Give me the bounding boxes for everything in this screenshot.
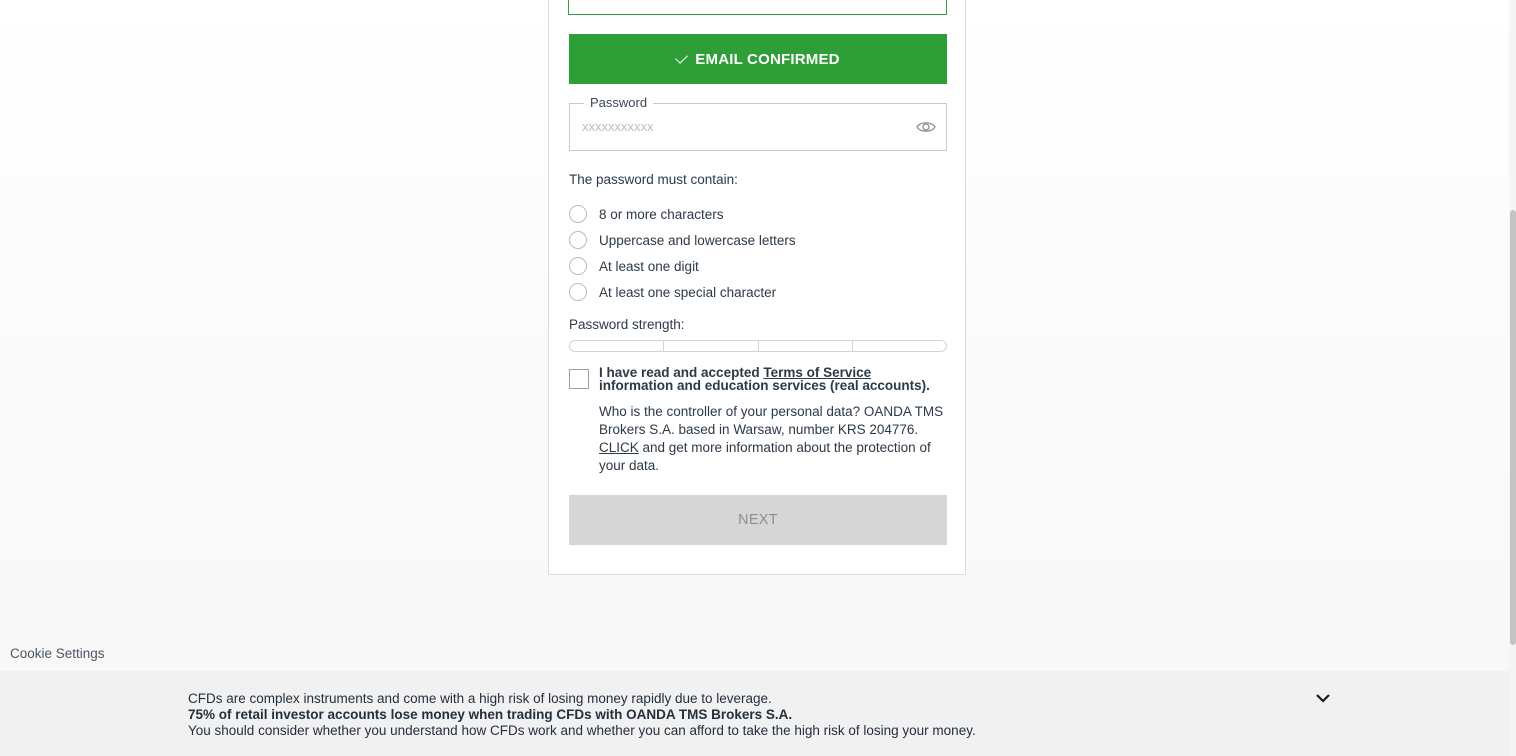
email-field[interactable] xyxy=(568,0,947,15)
rule-label: 8 or more characters xyxy=(599,206,724,222)
cookie-settings-link[interactable]: Cookie Settings xyxy=(10,646,105,661)
password-input[interactable] xyxy=(580,118,904,135)
terms-checkbox[interactable] xyxy=(569,369,589,389)
check-icon xyxy=(675,51,688,64)
strength-segment xyxy=(664,341,758,351)
strength-segment xyxy=(759,341,853,351)
scrollbar-thumb[interactable] xyxy=(1510,210,1516,645)
rule-mixed-case xyxy=(569,230,796,250)
password-label: Password xyxy=(584,95,653,110)
rule-label: Uppercase and lowercase letters xyxy=(599,232,796,248)
terms-prefix: I have read and accepted xyxy=(599,365,764,380)
rule-status-icon xyxy=(569,257,587,275)
privacy-click-link[interactable]: CLICK xyxy=(599,440,639,455)
risk-warning-banner xyxy=(0,671,1509,756)
rule-digit xyxy=(569,256,699,276)
next-button[interactable]: NEXT xyxy=(569,495,947,545)
rule-special-char xyxy=(569,282,776,302)
rule-status-icon xyxy=(569,231,587,249)
privacy-suffix: and get more information about the protection of your data. xyxy=(599,440,931,473)
password-field xyxy=(569,95,947,151)
email-confirmed-label: EMAIL CONFIRMED xyxy=(695,50,840,68)
rule-status-icon xyxy=(569,283,587,301)
chevron-down-icon[interactable] xyxy=(1314,691,1332,705)
risk-line-1: CFDs are complex instruments and come with a high risk of losing money rapidly due to leverage. xyxy=(188,691,772,706)
risk-line-3: You should consider whether you understand how CFDs work and whether you can afford to take the high risk of losing your money. xyxy=(188,723,976,738)
privacy-text: Who is the controller of your personal data? OANDA TMS Brokers S.A. based in Warsaw, number KRS 204776. xyxy=(599,404,944,437)
terms-label xyxy=(599,366,949,392)
risk-line-2: 75% of retail investor accounts lose money when trading CFDs with OANDA TMS Brokers S.A. xyxy=(188,707,793,722)
terms-suffix: information and education services (real accounts). xyxy=(599,378,930,393)
rule-min-length xyxy=(569,204,724,224)
eye-icon[interactable] xyxy=(916,119,936,135)
rule-status-icon xyxy=(569,205,587,223)
privacy-notice xyxy=(599,403,951,475)
strength-segment xyxy=(570,341,664,351)
rule-label: At least one digit xyxy=(599,258,699,274)
risk-warning-text xyxy=(188,691,976,739)
terms-of-service-link[interactable]: Terms of Service xyxy=(763,365,872,380)
password-strength-label: Password strength: xyxy=(569,317,685,332)
password-rules-title: The password must contain: xyxy=(569,172,738,187)
password-strength-meter xyxy=(569,340,947,352)
rule-label: At least one special character xyxy=(599,284,777,300)
strength-segment xyxy=(853,341,946,351)
email-confirmed-button[interactable] xyxy=(569,34,947,84)
